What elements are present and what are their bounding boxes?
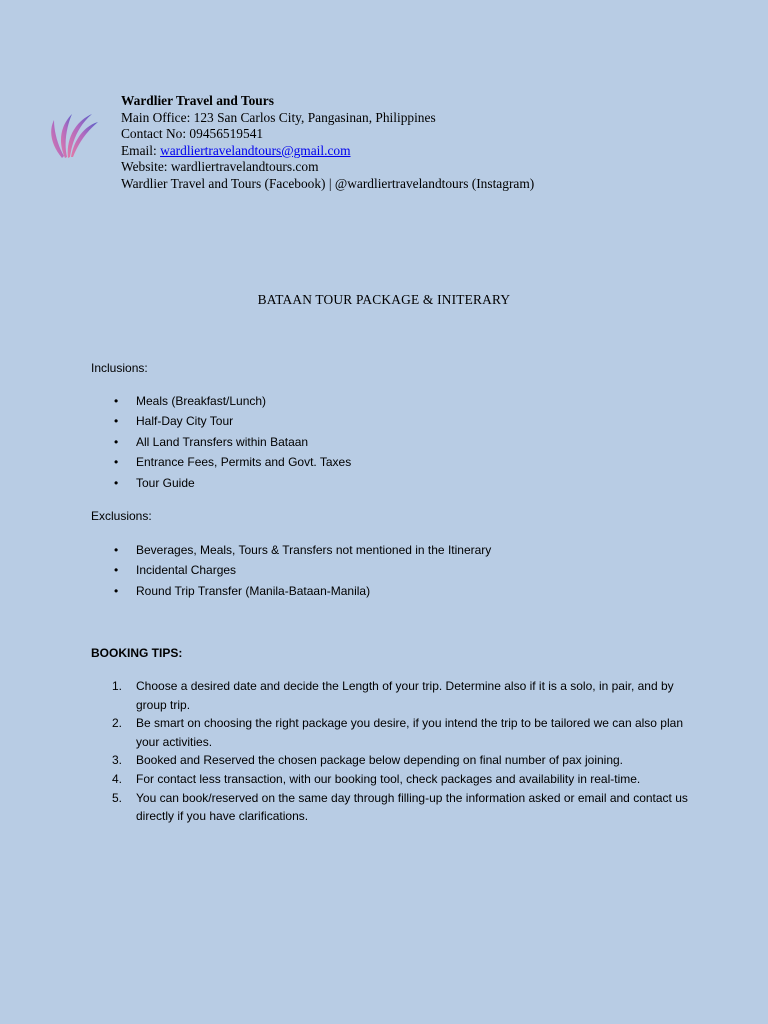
email-link[interactable]: wardliertravelandtours@gmail.com bbox=[160, 142, 351, 158]
email-line bbox=[121, 143, 534, 160]
list-number: 3. bbox=[112, 753, 123, 768]
bullet-icon: • bbox=[114, 394, 119, 408]
main-office-address: Main Office: 123 San Carlos City, Pangasinan, Philippines bbox=[121, 109, 436, 125]
list-item: • Tour Guide bbox=[112, 473, 351, 493]
bullet-icon: • bbox=[114, 455, 119, 470]
exclusions-list bbox=[112, 540, 491, 601]
list-item: 5. You can book/reserved on the same day through filling-up the information asked or email and contact us directly if you have clarifications. bbox=[112, 790, 688, 824]
inclusions-label: Inclusions: bbox=[91, 361, 148, 375]
social-media-line: Wardlier Travel and Tours (Facebook) | @wardliertravelandtours (Instagram) bbox=[121, 175, 535, 191]
bullet-icon: • bbox=[114, 434, 119, 449]
list-number: 5. bbox=[112, 790, 123, 805]
bullet-icon: • bbox=[114, 583, 119, 598]
bullet-icon: • bbox=[114, 563, 119, 578]
exclusions-label: Exclusions: bbox=[91, 509, 152, 523]
list-item: • Beverages, Meals, Tours & Transfers not mentioned in the Itinerary bbox=[112, 540, 491, 560]
inclusions-list bbox=[112, 391, 351, 493]
company-name: Wardlier Travel and Tours bbox=[121, 93, 274, 108]
website-line: Website: wardliertravelandtours.com bbox=[121, 159, 319, 175]
list-item: 4. For contact less transaction, with our booking tool, check packages and availability in real-time. bbox=[110, 770, 690, 789]
list-item: • Incidental Charges bbox=[112, 560, 491, 580]
list-number: 1. bbox=[112, 679, 123, 693]
list-item: • Meals (Breakfast/Lunch) bbox=[112, 391, 351, 411]
booking-tips-list bbox=[110, 677, 690, 826]
list-item: 3. Booked and Reserved the chosen package below depending on final number of pax joining. bbox=[110, 751, 690, 770]
contact-number: Contact No: 09456519541 bbox=[121, 126, 264, 142]
company-logo-icon bbox=[44, 110, 100, 162]
list-item: 1. Choose a desired date and decide the Length of your trip. Determine also if it is a solo, in pair, and by group trip. bbox=[112, 679, 674, 712]
list-item: • Round Trip Transfer (Manila-Bataan-Manila) bbox=[112, 581, 491, 601]
list-item: 2. Be smart on choosing the right package you desire, if you intend the trip to be tailored we can also plan your activities. bbox=[112, 716, 683, 749]
bullet-icon: • bbox=[114, 475, 119, 490]
company-header bbox=[121, 93, 534, 193]
bullet-icon: • bbox=[114, 543, 119, 557]
list-item: • Half-Day City Tour bbox=[112, 411, 351, 431]
email-label: Email: bbox=[121, 142, 161, 158]
list-number: 2. bbox=[112, 716, 123, 731]
list-number: 4. bbox=[112, 771, 123, 786]
bullet-icon: • bbox=[114, 414, 119, 429]
list-item: • Entrance Fees, Permits and Govt. Taxes bbox=[112, 452, 351, 472]
list-item: • All Land Transfers within Bataan bbox=[112, 432, 351, 452]
document-title: BATAAN TOUR PACKAGE & INITERARY bbox=[257, 292, 511, 307]
booking-tips-label: BOOKING TIPS: bbox=[91, 646, 183, 660]
